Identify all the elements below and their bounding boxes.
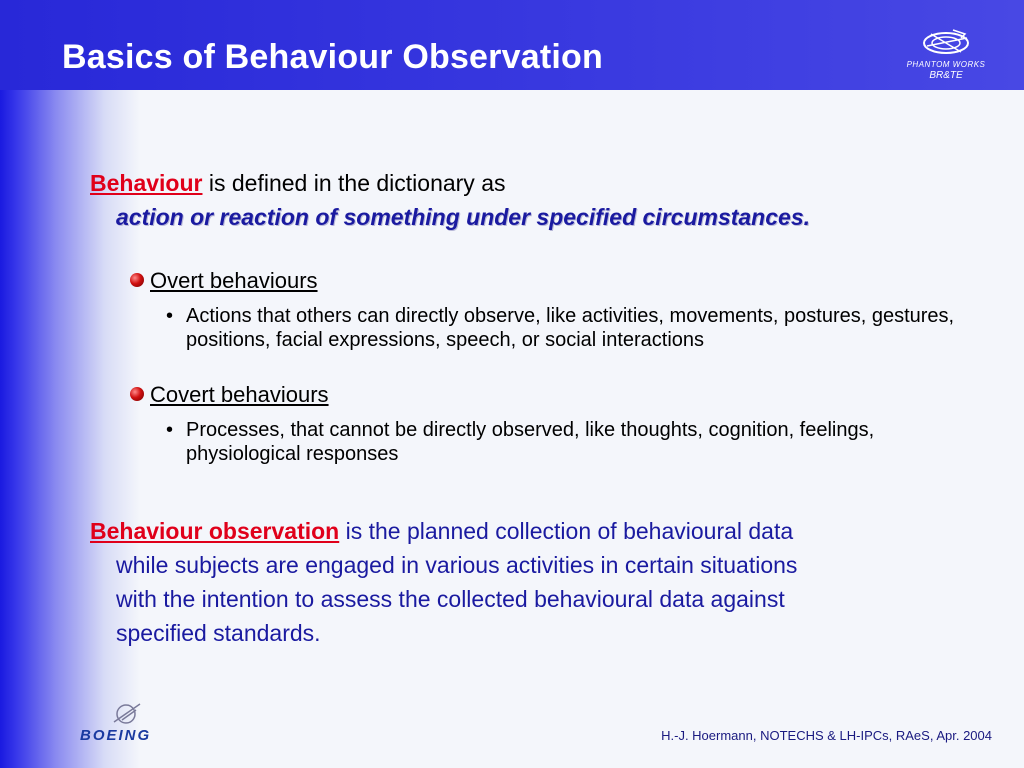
boeing-wordmark: BOEING xyxy=(80,727,152,744)
logo-text: PHANTOM WORKS xyxy=(906,60,986,69)
logo-sub: BR&TE xyxy=(929,70,963,81)
intro-line xyxy=(90,170,506,197)
definition-text: action or reaction of something under specified circumstances. xyxy=(116,204,810,230)
boeing-icon xyxy=(78,696,188,746)
list-item-covert xyxy=(130,382,329,408)
intro-rest: is defined in the dictionary as xyxy=(202,170,506,196)
phantom-works-logo xyxy=(906,26,986,88)
overt-description: Actions that others can directly observe, like activities, movements, postures, gestures, positions, facial expressions, speech, or social interactions xyxy=(186,305,955,351)
slide-content xyxy=(0,90,1024,768)
phantom-works-icon xyxy=(917,26,975,60)
footer-citation: H.-J. Hoermann, NOTECHS & LH-IPCs, RAeS, Apr. 2004 xyxy=(661,728,992,743)
obs-line-2: while subjects are engaged in various activities in certain situations xyxy=(116,552,798,578)
dot-icon: • xyxy=(166,305,174,327)
slide-title: Basics of Behaviour Observation xyxy=(62,38,603,76)
sub-item-covert xyxy=(166,418,966,466)
boeing-logo xyxy=(78,696,188,746)
bullet-icon xyxy=(130,273,144,287)
sub-item-overt xyxy=(166,304,966,352)
observation-paragraph xyxy=(90,514,970,650)
obs-line-4: specified standards. xyxy=(116,620,321,646)
overt-label: Overt behaviours xyxy=(150,268,318,293)
dot-icon: • xyxy=(166,419,174,441)
list-item-overt xyxy=(130,268,318,294)
obs-line-3: with the intention to assess the collected behavioural data against xyxy=(116,586,785,612)
covert-label: Covert behaviours xyxy=(150,382,329,407)
header-bar xyxy=(0,0,1024,90)
obs-line-1: Behaviour observation is the planned collection of behavioural data xyxy=(90,518,794,544)
bullet-icon xyxy=(130,387,144,401)
term-behaviour-observation: Behaviour observation xyxy=(90,518,340,544)
term-behaviour: Behaviour xyxy=(90,170,203,196)
covert-description: Processes, that cannot be directly observed, like thoughts, cognition, feelings, physiological responses xyxy=(186,419,875,465)
